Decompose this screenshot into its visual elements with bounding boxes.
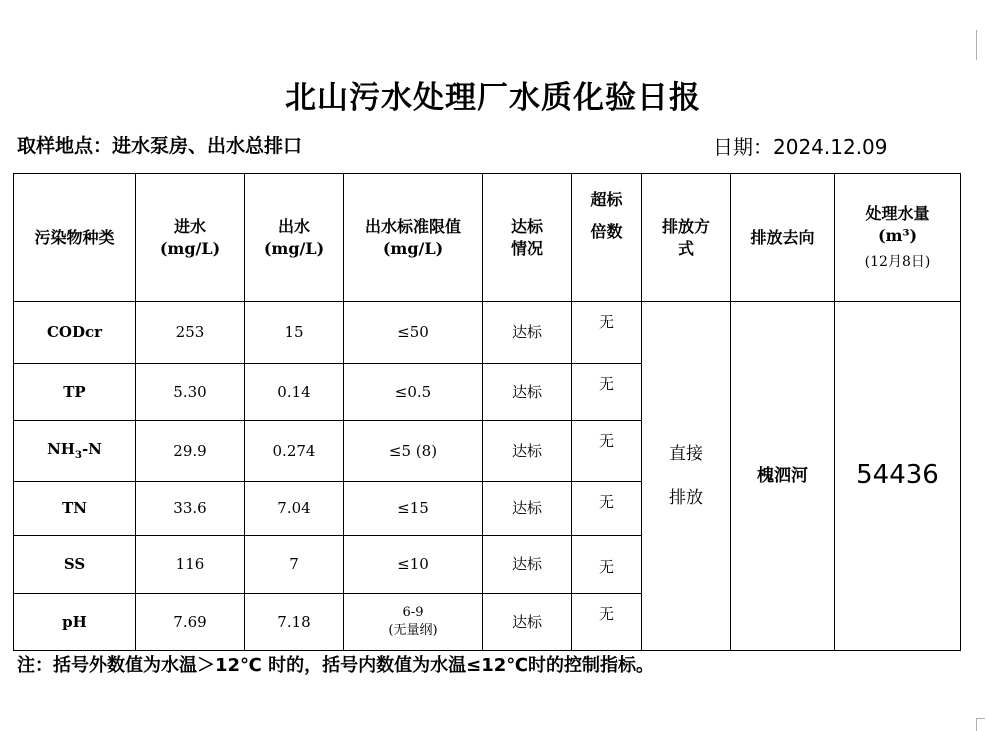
table-row [14, 302, 961, 364]
table-header-row [14, 174, 961, 302]
header-inflow: 进水 (mg/L) [136, 174, 245, 302]
limit-value: ≤0.5 [344, 364, 483, 421]
discharge-method: 直接 排放 [642, 302, 731, 651]
limit-value: ≤15 [344, 482, 483, 536]
header-compliance: 达标 情况 [483, 174, 572, 302]
pollutant-name: TP [14, 364, 136, 421]
compliance-status: 达标 [483, 421, 572, 482]
exceed-factor: 无 [572, 302, 642, 364]
water-quality-table [13, 173, 961, 651]
inflow-value: 116 [136, 536, 245, 594]
compliance-status: 达标 [483, 482, 572, 536]
inflow-value: 29.9 [136, 421, 245, 482]
header-limit: 出水标准限值 (mg/L) [344, 174, 483, 302]
pollutant-name: pH [14, 594, 136, 651]
sampling-location: 取样地点：进水泵房、出水总排口 [17, 135, 303, 157]
exceed-factor: 无 [572, 364, 642, 421]
treated-volume: 54436 [835, 302, 961, 651]
inflow-value: 7.69 [136, 594, 245, 651]
limit-value: ≤50 [344, 302, 483, 364]
outflow-value: 0.274 [245, 421, 344, 482]
exceed-factor: 无 [572, 421, 642, 482]
page-corner-mark-bottom [976, 718, 985, 731]
inflow-value: 253 [136, 302, 245, 364]
exceed-factor: 无 [572, 536, 642, 594]
report-date: 日期：2024.12.09 [713, 135, 888, 159]
pollutant-name: CODcr [14, 302, 136, 364]
outflow-value: 15 [245, 302, 344, 364]
page-corner-mark-top [976, 30, 977, 60]
discharge-destination: 槐泗河 [731, 302, 835, 651]
limit-value: ≤10 [344, 536, 483, 594]
limit-value: ≤5 (8) [344, 421, 483, 482]
outflow-value: 7.18 [245, 594, 344, 651]
compliance-status: 达标 [483, 364, 572, 421]
compliance-status: 达标 [483, 302, 572, 364]
limit-value: 6-9 (无量纲) [344, 594, 483, 651]
compliance-status: 达标 [483, 594, 572, 651]
outflow-value: 7.04 [245, 482, 344, 536]
header-volume: 处理水量 (m³) (12月8日) [835, 174, 961, 302]
outflow-value: 7 [245, 536, 344, 594]
compliance-status: 达标 [483, 536, 572, 594]
header-destination: 排放去向 [731, 174, 835, 302]
header-discharge-method: 排放方 式 [642, 174, 731, 302]
inflow-value: 5.30 [136, 364, 245, 421]
outflow-value: 0.14 [245, 364, 344, 421]
pollutant-name: TN [14, 482, 136, 536]
footnote: 注：括号外数值为水温＞12℃ 时的，括号内数值为水温≤12℃时的控制指标。 [17, 655, 655, 676]
header-pollutant: 污染物种类 [14, 174, 136, 302]
inflow-value: 33.6 [136, 482, 245, 536]
exceed-factor: 无 [572, 594, 642, 651]
pollutant-name: $NH_3-N$ [14, 421, 136, 482]
header-exceed-factor: 超标 倍数 [572, 174, 642, 302]
pollutant-name: SS [14, 536, 136, 594]
header-outflow: 出水 (mg/L) [245, 174, 344, 302]
exceed-factor: 无 [572, 482, 642, 536]
page-title: 北山污水处理厂水质化验日报 [285, 80, 701, 116]
